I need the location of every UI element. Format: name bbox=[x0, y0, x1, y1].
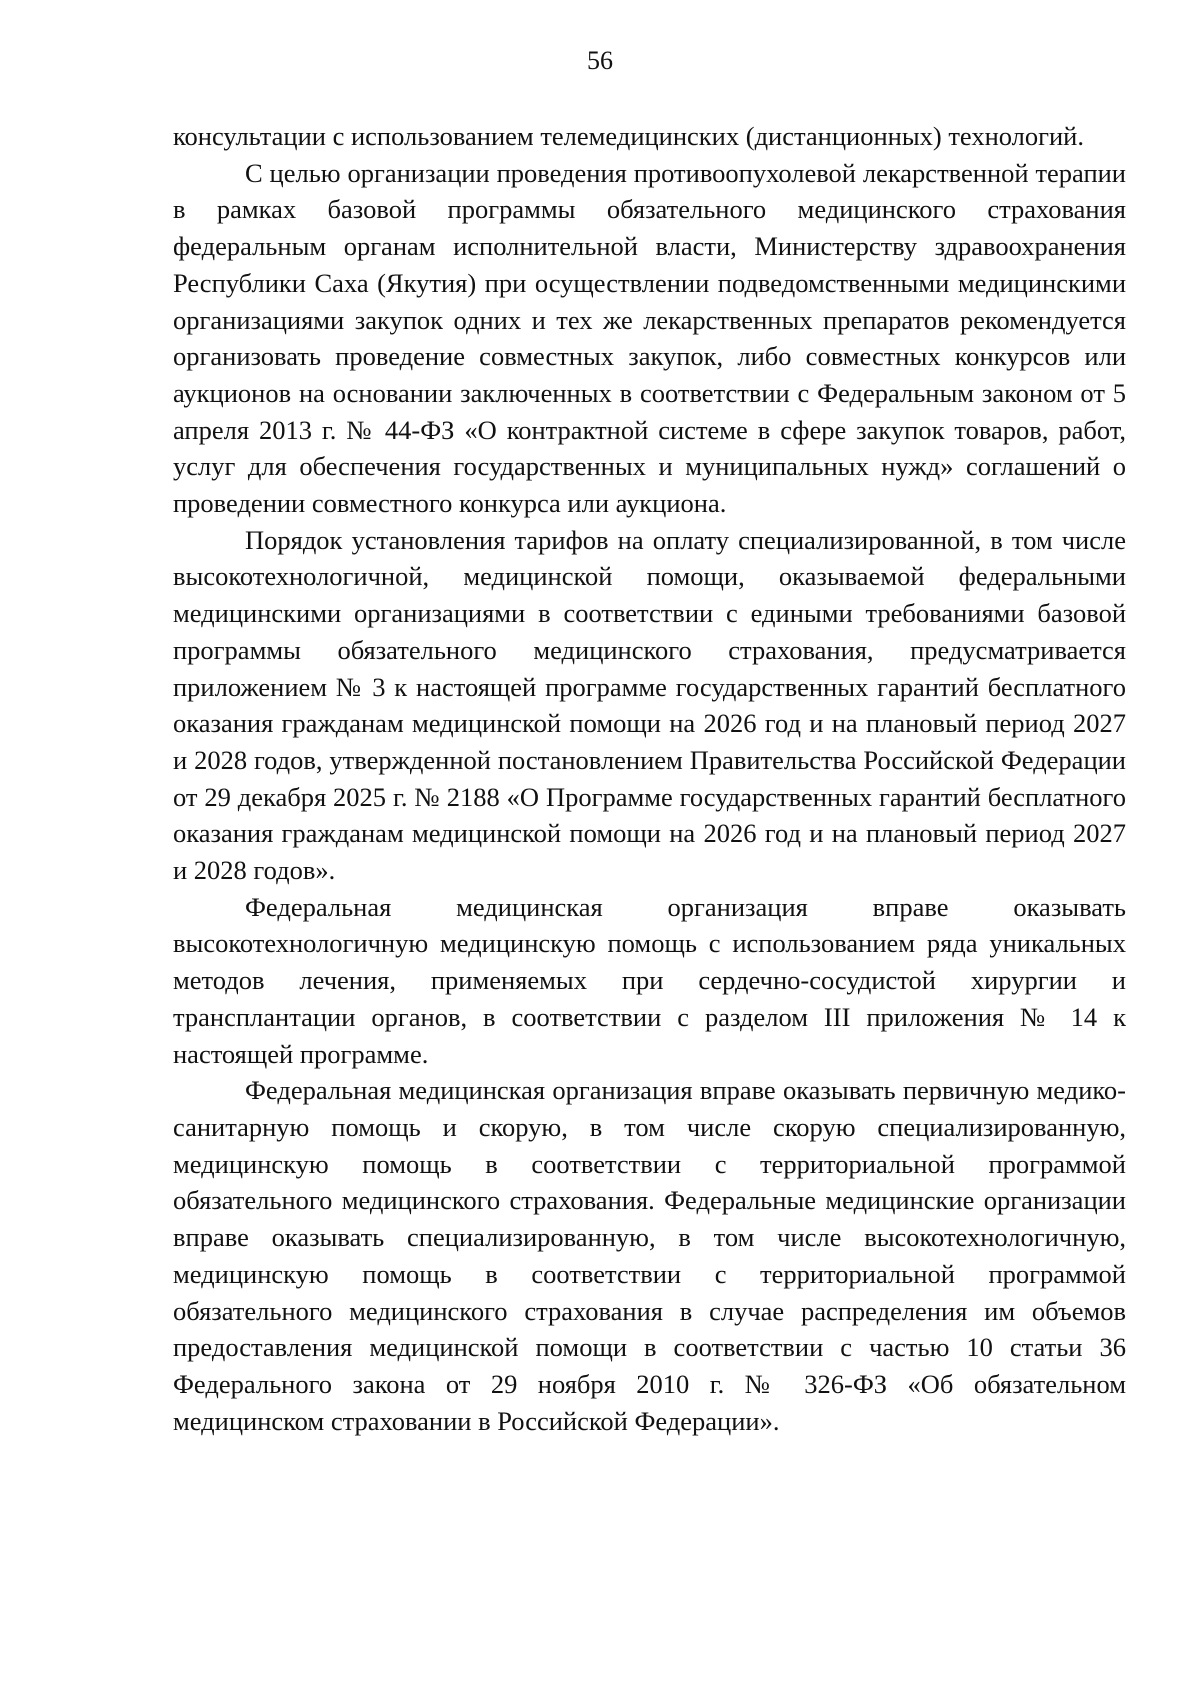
paragraph-continuation: консультации с использованием телемедицинских (дистанционных) технологий. bbox=[173, 121, 1084, 151]
page-number: 56 bbox=[587, 46, 613, 75]
paragraph-primary-care: Федеральная медицинская организация вправе оказывать первичную медико-санитарную помощь и скорую, в том числе скорую специализированную, медицинскую помощь в соответствии с территориальной программой обязательного медицинского страхования. Федеральные медицинские организации вправе оказывать специализированную, в том числе высокотехнологичную, медицинскую помощь в соответствии с территориальной программой обязательного медицинского страхования в случае распределения им объемов предоставления медицинской помощи в соответствии с частью 10 статьи 36 Федерального закона от 29 ноября 2010 г. № 326-ФЗ «Об обязательном медицинском страховании в Российской Федерации». bbox=[173, 1075, 1126, 1436]
paragraph-high-tech-care: Федеральная медицинская организация вправе оказывать высокотехнологичную медицинскую помощь с использованием ряда уникальных методов лечения, применяемых при сердечно-сосудистой хирургии и трансплантации органов, в соответствии с разделом III приложения № 14 к настоящей программе. bbox=[173, 891, 1126, 1069]
paragraph-tariff-procedure: Порядок установления тарифов на оплату специализированной, в том числе высокотехнологичной, медицинской помощи, оказываемой федеральными медицинскими организациями в соответствии с едиными требованиями базовой программы обязательного медицинского страхования, предусматривается приложением № 3 к настоящей программе государственных гарантий бесплатного оказания гражданам медицинской помощи на 2026 год и на плановый период 2027 и 2028 годов, утвержденной постановлением Правительства Российской Федерации от 29 декабря 2025 г. № 2188 «О Программе государственных гарантий бесплатного оказания гражданам медицинской помощи на 2026 год и на плановый период 2027 и 2028 годов». bbox=[173, 524, 1126, 886]
document-body bbox=[173, 118, 1126, 1439]
paragraph-joint-procurement: С целью организации проведения противоопухолевой лекарственной терапии в рамках базовой программы обязательного медицинского страхования федеральным органам исполнительной власти, Министерству здравоохранения Республики Саха (Якутия) при осуществлении подведомственными медицинскими организациями закупок одних и тех же лекарственных препаратов рекомендуется организовать проведение совместных закупок, либо совместных конкурсов или аукционов на основании заключенных в соответствии с Федеральным законом от 5 апреля 2013 г. № 44-ФЗ «О контрактной системе в сфере закупок товаров, работ, услуг для обеспечения государственных и муниципальных нужд» соглашений о проведении совместного конкурса или аукциона. bbox=[173, 157, 1126, 519]
